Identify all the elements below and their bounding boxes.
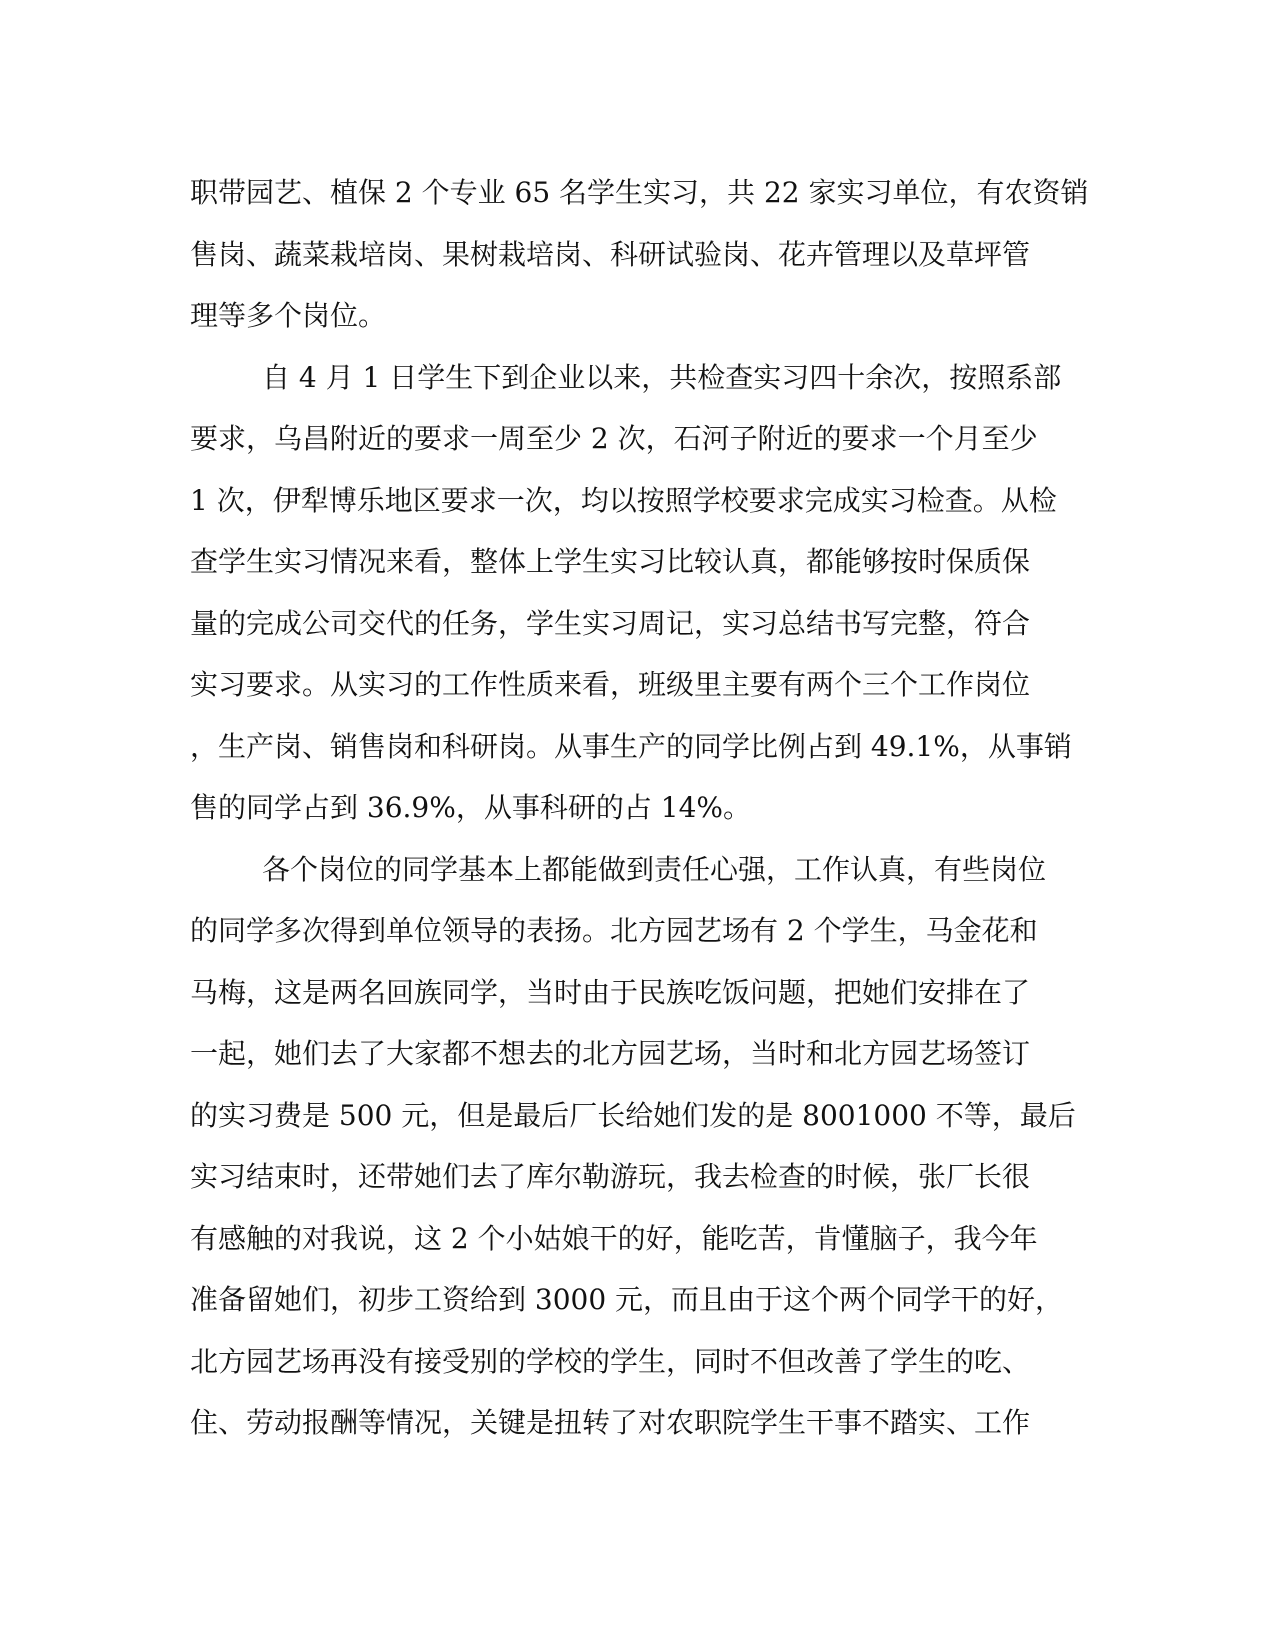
text-line: 北方园艺场再没有接受别的学校的学生，同时不但改善了学生的吃、 <box>190 1344 1031 1378</box>
text-line: 实习要求。从实习的工作性质来看，班级里主要有两个三个工作岗位 <box>190 668 1031 701</box>
text-line: 1 次，伊犁博乐地区要求一次，均以按照学校要求完成实习检查。从检 <box>190 483 1057 517</box>
text-line: 职带园艺、植保 2 个专业 65 名学生实习，共 22 家实习单位，有农资销 <box>190 176 1089 209</box>
text-line: 各个岗位的同学基本上都能做到责任心强，工作认真，有些岗位 <box>262 852 1047 886</box>
text-line: 售的同学占到 36.9%，从事科研的占 14%。 <box>190 791 751 824</box>
text-line: 马梅，这是两名回族同学，当时由于民族吃饭问题，把她们安排在了 <box>190 975 1031 1009</box>
paragraph <box>190 839 1090 1454</box>
text-line: 住、劳动报酬等情况，关键是扭转了对农职院学生干事不踏实、工作 <box>190 1406 1031 1439</box>
text-line: 的实习费是 500 元，但是最后厂长给她们发的是 8001000 不等，最后 <box>190 1098 1076 1132</box>
document-body <box>190 162 1090 1454</box>
text-line: 有感触的对我说，这 2 个小姑娘干的好，能吃苦，肯懂脑子，我今年 <box>190 1221 1038 1255</box>
text-line: ，生产岗、销售岗和科研岗。从事生产的同学比例占到 49.1%，从事销 <box>190 729 1072 763</box>
text-line: 准备留她们，初步工资给到 3000 元，而且由于这个两个同学干的好， <box>190 1283 1064 1316</box>
text-line: 查学生实习情况来看，整体上学生实习比较认真，都能够按时保质保 <box>190 545 1031 578</box>
text-line: 售岗、蔬菜栽培岗、果树栽培岗、科研试验岗、花卉管理以及草坪管 <box>190 237 1031 271</box>
text-line: 自 4 月 1 日学生下到企业以来，共检查实习四十余次，按照系部 <box>262 360 1062 394</box>
text-line: 的同学多次得到单位领导的表扬。北方园艺场有 2 个学生，马金花和 <box>190 914 1038 947</box>
text-line: 一起，她们去了大家都不想去的北方园艺场，当时和北方园艺场签订 <box>190 1037 1031 1070</box>
text-line: 实习结束时，还带她们去了库尔勒游玩，我去检查的时候，张厂长很 <box>190 1160 1031 1193</box>
text-line: 量的完成公司交代的任务，学生实习周记，实习总结书写完整，符合 <box>190 606 1031 640</box>
paragraph <box>190 162 1090 347</box>
text-line: 要求，乌昌附近的要求一周至少 2 次，石河子附近的要求一个月至少 <box>190 422 1038 455</box>
paragraph <box>190 347 1090 839</box>
text-line: 理等多个岗位。 <box>190 299 387 332</box>
